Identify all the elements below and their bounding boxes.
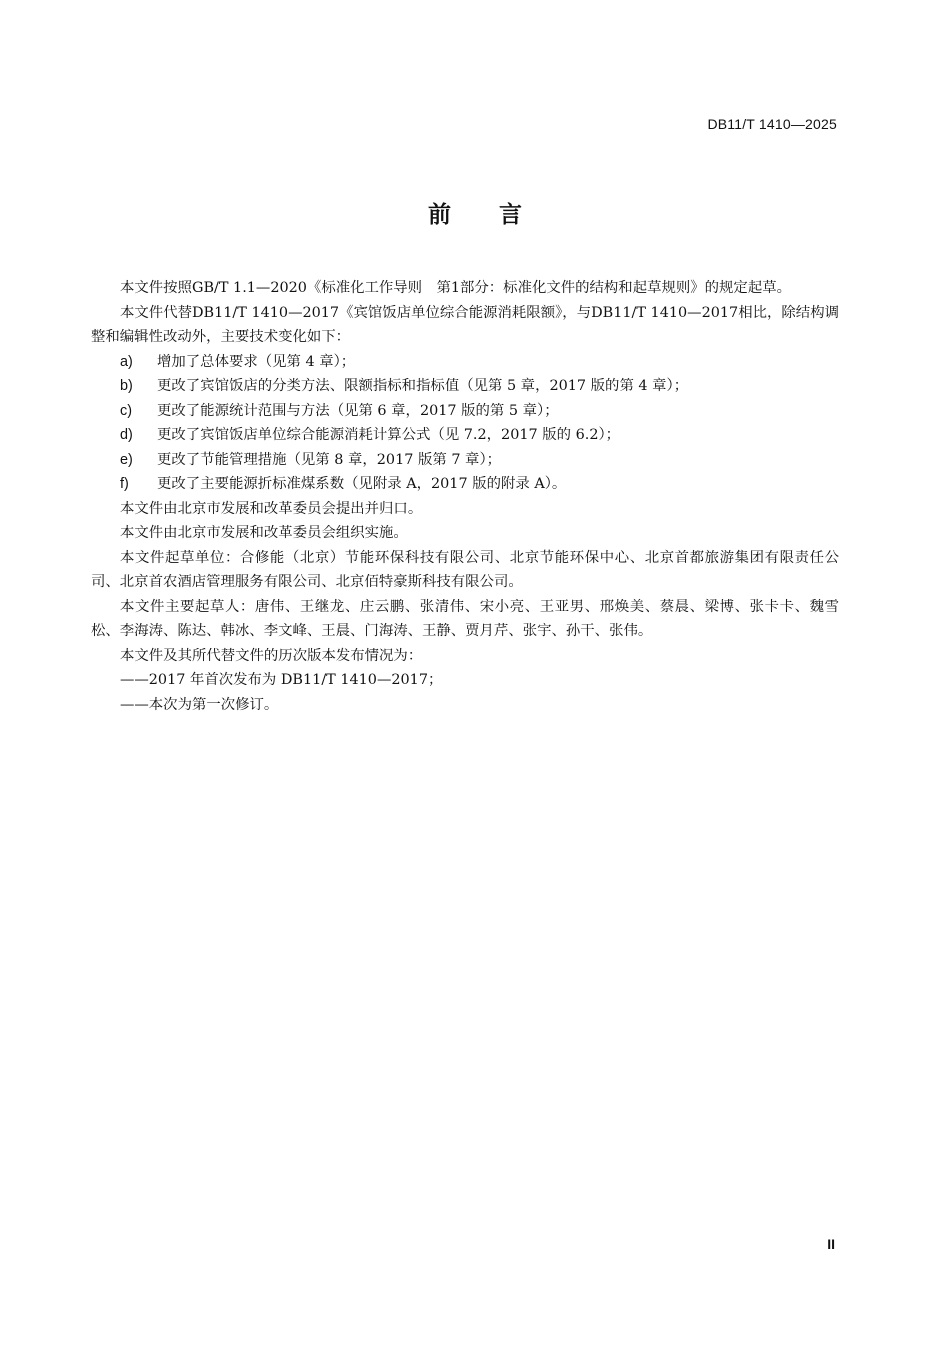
changes-list	[91, 350, 839, 497]
list-item-text: 更改了宾馆饭店单位综合能源消耗计算公式（见 7.2，2017 版的 6.2）；	[157, 427, 621, 443]
list-item	[91, 350, 839, 375]
list-item-mark: c)	[120, 402, 132, 419]
paragraph-drafters: 本文件主要起草人：唐伟、王继龙、庄云鹏、张清伟、宋小亮、王亚男、邢焕美、蔡晨、梁博、张卡卡、魏雪松、李海涛、陈达、韩冰、李文峰、王晨、门海涛、王静、贾月芹、张宇、孙干、张伟。	[91, 598, 839, 639]
list-item-mark: f)	[120, 476, 129, 492]
list-item-mark: b)	[120, 378, 133, 394]
list-item	[91, 374, 839, 399]
paragraph-proposer: 本文件由北京市发展和改革委员会提出并归口。	[120, 500, 423, 517]
list-item-text: 更改了节能管理措施（见第 8 章，2017 版第 7 章）；	[157, 451, 502, 468]
history-item: ——本次为第一次修订。	[120, 696, 279, 713]
paragraph-drafting-rule: 本文件按照GB/T 1.1—2020《标准化工作导则 第1部分：标准化文件的结构和起草规则》的规定起草。	[120, 280, 791, 296]
list-item	[91, 472, 839, 497]
paragraph-replacement: 本文件代替DB11/T 1410—2017《宾馆饭店单位综合能源消耗限额》，与DB11/T 1410—2017相比，除结构调整和编辑性改动外，主要技术变化如下：	[91, 304, 839, 345]
list-item-mark: d)	[120, 427, 133, 443]
paragraph-drafting-units: 本文件起草单位：合修能（北京）节能环保科技有限公司、北京节能环保中心、北京首都旅游集团有限责任公司、北京首农酒店管理服务有限公司、北京佰特豪斯科技有限公司。	[91, 549, 839, 590]
list-item	[91, 399, 839, 424]
list-item	[91, 448, 839, 473]
list-item-text: 更改了能源统计范围与方法（见第 6 章，2017 版的第 5 章）；	[157, 402, 559, 419]
list-item-mark: e)	[120, 451, 133, 468]
list-item-text: 更改了主要能源折标准煤系数（见附录 A，2017 版的附录 A）。	[157, 476, 567, 492]
list-item-text: 更改了宾馆饭店的分类方法、限额指标和指标值（见第 5 章，2017 版的第 4 章）；	[157, 378, 689, 394]
paragraph-implementer: 本文件由北京市发展和改革委员会组织实施。	[120, 525, 408, 541]
list-item-mark: a)	[120, 353, 133, 370]
foreword-body	[91, 276, 839, 717]
title-char-2: 言	[499, 202, 522, 228]
document-code: DB11/T 1410—2025	[707, 116, 837, 132]
list-item-text: 增加了总体要求（见第 4 章）；	[157, 353, 356, 370]
list-item	[91, 423, 839, 448]
title-char-1: 前	[428, 202, 451, 228]
page-number: II	[827, 1236, 835, 1252]
page-title	[0, 196, 950, 229]
history-item: ——2017 年首次发布为 DB11/T 1410—2017；	[120, 672, 443, 688]
paragraph-history-intro: 本文件及其所代替文件的历次版本发布情况为：	[120, 647, 423, 664]
